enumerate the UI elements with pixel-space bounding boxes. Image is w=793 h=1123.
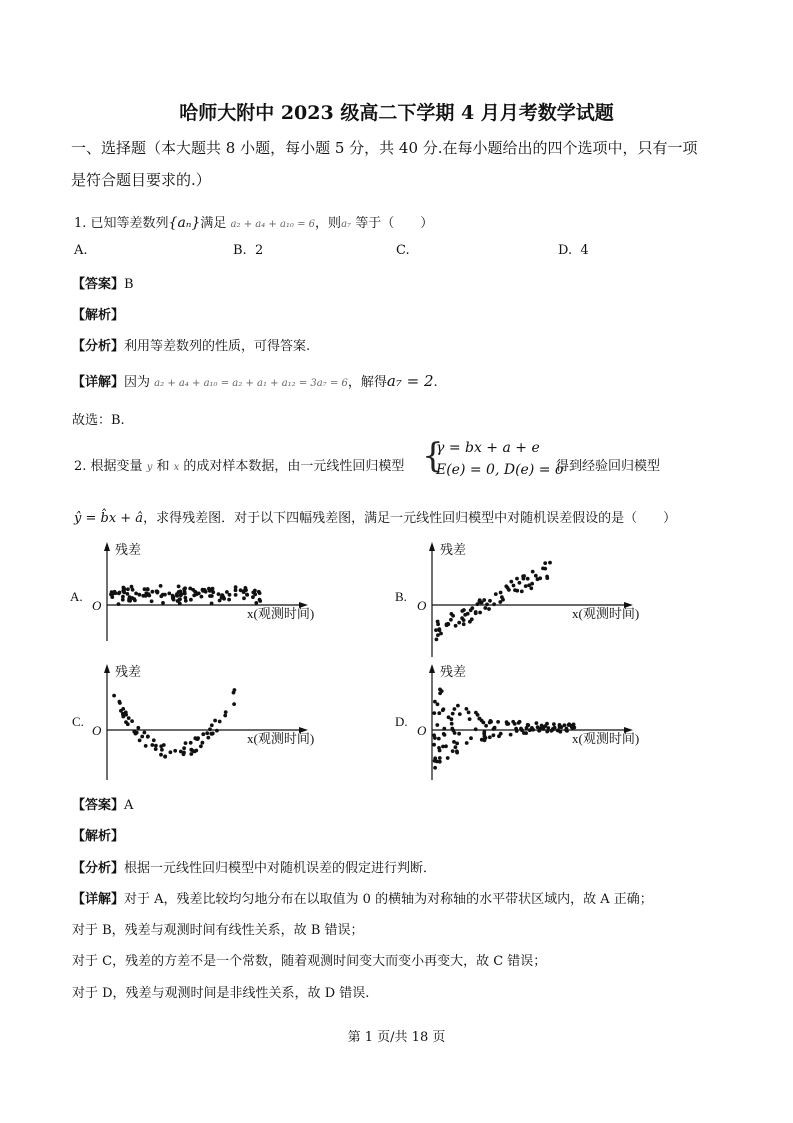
plot-d-point xyxy=(535,721,539,725)
plot-a-point xyxy=(156,590,160,594)
plot-c-point xyxy=(136,726,140,730)
plot-d-point xyxy=(433,759,437,763)
plot-d-point xyxy=(528,728,532,732)
plot-c-point xyxy=(199,744,203,748)
plot-d-point xyxy=(551,728,555,732)
q1-xiangjie-formula: a₂ + a₄ + a₁₀ = a₂ + a₁ + a₁₂ = 3a₇ = 6 xyxy=(154,378,348,389)
plot-b-point xyxy=(449,618,453,622)
plot-c-point xyxy=(218,720,222,724)
plot-d-point xyxy=(563,723,567,727)
plot-a-y-arrow xyxy=(104,542,110,551)
section-heading-line2: 是符合题目要求的.） xyxy=(71,171,211,189)
plot-d-point xyxy=(522,731,526,735)
plot-b-point xyxy=(513,588,517,592)
plot-b-point xyxy=(498,600,502,604)
plot-b-point xyxy=(499,591,503,595)
plot-c-point xyxy=(150,743,154,747)
plot-a-point xyxy=(195,592,199,596)
q2-system-line1: γ = bx + a + e xyxy=(436,440,540,456)
plot-a-label: A. xyxy=(70,589,83,604)
plot-c-point xyxy=(223,714,227,718)
plot-b-point xyxy=(487,607,491,611)
q2-system-brace: { xyxy=(422,436,444,476)
plot-b-point xyxy=(470,606,474,610)
plot-a-point xyxy=(117,602,121,606)
plot-d-point xyxy=(518,720,522,724)
plot-a-point xyxy=(210,594,214,598)
plot-c-point xyxy=(121,715,125,719)
plot-d-point xyxy=(447,715,451,719)
plot-c-point xyxy=(159,753,163,757)
plot-c-point xyxy=(138,739,142,743)
plot-a-point xyxy=(183,592,187,596)
plot-b-point xyxy=(504,584,508,588)
plot-b-point xyxy=(488,599,492,603)
q2-analysis-tag: 【解析】 xyxy=(72,829,125,844)
plot-d-point xyxy=(444,744,448,748)
plot-b-point xyxy=(548,561,552,565)
plot-c-point xyxy=(189,741,193,745)
plot-c-point xyxy=(208,727,212,731)
plot-d-point xyxy=(545,730,549,734)
plot-d-point xyxy=(435,723,439,727)
plot-c-point xyxy=(144,744,148,748)
plot-a-point xyxy=(258,591,262,595)
plot-a-point xyxy=(161,601,165,605)
plot-b-label: B. xyxy=(395,589,407,604)
plot-d-point xyxy=(482,730,486,734)
plot-d-point xyxy=(437,737,441,741)
plot-d-point xyxy=(545,722,549,726)
plot-a-point xyxy=(242,589,246,593)
plot-a-ylabel: 残差 xyxy=(115,542,142,557)
plot-a-point xyxy=(204,590,208,594)
plot-c-label: C. xyxy=(72,714,84,729)
plot-a-point xyxy=(126,587,130,591)
plot-a-point xyxy=(131,588,135,592)
plot-d-point xyxy=(480,719,484,723)
plot-d-point xyxy=(484,736,488,740)
plot-d-point xyxy=(432,743,436,747)
plot-c-point xyxy=(190,748,194,752)
plot-b-point xyxy=(545,576,549,580)
plot-d-point xyxy=(488,721,492,725)
plot-a-point xyxy=(234,588,238,592)
plot-c-point xyxy=(163,755,167,759)
plot-d-point xyxy=(567,723,571,727)
plot-b-point xyxy=(526,577,530,581)
plot-c-point xyxy=(118,700,122,704)
plot-d-point xyxy=(570,726,574,730)
plot-c-point xyxy=(140,735,144,739)
plot-b-point xyxy=(478,611,482,615)
plot-b-point xyxy=(454,624,458,628)
plot-a-point xyxy=(254,601,258,605)
plot-b-point xyxy=(451,614,455,618)
plot-a-point xyxy=(146,588,150,592)
plot-c-point xyxy=(169,750,173,754)
plot-d-point xyxy=(509,733,513,737)
plot-b-point xyxy=(530,582,534,586)
plot-a-origin: O xyxy=(92,598,102,613)
plot-a-point xyxy=(138,593,142,597)
plot-b-point xyxy=(434,628,438,632)
plot-b-point xyxy=(474,611,478,615)
q1-fenxi: 【分析】利用等差数列的性质，可得答案. xyxy=(72,339,311,354)
plot-b-point xyxy=(436,620,440,624)
plot-b-point xyxy=(536,577,540,581)
q2-xiangjie: 【详解】对于 A，残差比较均匀地分布在以取值为 0 的横轴为对称轴的水平带状区域内，故 A 正确； xyxy=(72,892,653,907)
plot-b-point xyxy=(466,612,470,616)
plot-a-point xyxy=(245,593,249,597)
plot-d-point xyxy=(469,736,473,740)
plot-d-point xyxy=(436,702,440,706)
q1-option-b: B. 2 xyxy=(233,243,264,258)
plot-d-y-arrow xyxy=(429,664,435,673)
page-footer: 第 1 页/共 18 页 xyxy=(347,1030,446,1045)
plot-b-point xyxy=(470,617,474,621)
plot-b-point xyxy=(460,616,464,620)
q1-xiangjie-result: a₇ = 2 xyxy=(386,372,434,390)
plot-d-point xyxy=(453,707,457,711)
plot-a-point xyxy=(227,598,231,602)
plot-c-point xyxy=(224,710,228,714)
plot-d-point xyxy=(432,733,436,737)
plot-d-point xyxy=(450,722,454,726)
plot-c-point xyxy=(182,751,186,755)
q2-xiangjie-c: 对于 C，残差的方差不是一个常数，随着观测时间变大而变小再变大，故 C 错误； xyxy=(72,954,547,969)
plot-d-point xyxy=(453,731,457,735)
q2-stem-line1: 2. 根据变量 y 和 x 的成对样本数据，由一元线性回归模型 xyxy=(74,459,405,474)
plot-d-point xyxy=(474,711,478,715)
plot-b-point xyxy=(485,603,489,607)
plot-d-point xyxy=(468,717,472,721)
plot-d-point xyxy=(506,722,510,726)
plot-d-point xyxy=(542,727,546,731)
plot-c-point xyxy=(160,748,164,752)
plot-b-origin: O xyxy=(417,598,427,613)
plot-c-point xyxy=(154,747,158,751)
plot-a-point xyxy=(178,597,182,601)
q1-mid: 满足 xyxy=(200,216,227,231)
q2-stem-after: 得到经验回归模型 xyxy=(556,459,661,474)
plot-b-point xyxy=(534,574,538,578)
residual-plots xyxy=(60,534,760,786)
plot-d-point xyxy=(538,727,542,731)
q2-xiangjie-b: 对于 B，残差与观测时间有线性关系，故 B 错误； xyxy=(72,923,364,938)
plot-d-point xyxy=(531,728,535,732)
plot-d-point xyxy=(455,742,459,746)
plot-b-point xyxy=(512,584,516,588)
q1-condition: a₂ + a₄ + a₁₀ = 6 xyxy=(230,219,316,230)
plot-d-label: D. xyxy=(395,714,408,729)
plot-a-point xyxy=(218,599,222,603)
plot-d-point xyxy=(437,711,441,715)
plot-d-point xyxy=(492,727,496,731)
plot-d-point xyxy=(565,727,569,731)
q1-prefix: 1. 已知等差数列 xyxy=(74,216,169,231)
plot-c-point xyxy=(209,732,213,736)
plot-c-point xyxy=(124,711,128,715)
plot-d-point xyxy=(465,741,469,745)
plot-d-point xyxy=(451,712,455,716)
q2-answer: 【答案】A xyxy=(72,798,134,813)
plot-c-point xyxy=(162,743,166,747)
plot-d-point xyxy=(446,756,450,760)
plot-d-point xyxy=(437,746,441,750)
plot-c-point xyxy=(206,736,210,740)
plot-a-point xyxy=(189,598,193,602)
plot-a-point xyxy=(210,602,214,606)
plot-b-point xyxy=(520,590,524,594)
plot-d-point xyxy=(438,756,442,760)
plot-a-point xyxy=(118,591,122,595)
plot-a-point xyxy=(239,588,243,592)
plot-d-point xyxy=(515,729,519,733)
plot-d-point xyxy=(432,711,436,715)
plot-a-point xyxy=(258,599,262,603)
q1-analysis-tag: 【解析】 xyxy=(72,308,125,323)
plot-d-point xyxy=(451,749,455,753)
plot-b-point xyxy=(462,622,466,626)
plot-a-xlabel: x(观测时间) xyxy=(247,606,315,621)
q2-fenxi: 【分析】根据一元线性回归模型中对随机误差的假定进行判断． xyxy=(72,861,437,876)
plot-b-point xyxy=(531,570,535,574)
plot-a-point xyxy=(182,587,186,591)
plot-b-point xyxy=(543,567,547,571)
plot-c-point xyxy=(154,744,158,748)
plot-b-point xyxy=(435,638,439,642)
plot-d-point xyxy=(450,727,454,731)
q2-xiangjie-d: 对于 D，残差与观测时间是非线性关系，故 D 错误. xyxy=(72,986,370,1001)
plot-d-point xyxy=(442,727,446,731)
plot-a-point xyxy=(179,593,183,597)
plot-b-point xyxy=(445,623,449,627)
plot-d-origin: O xyxy=(417,723,427,738)
plot-d-point xyxy=(484,724,488,728)
plot-a-point xyxy=(172,598,176,602)
plot-a-point xyxy=(159,594,163,598)
plot-d-point xyxy=(558,725,562,729)
plot-c-point xyxy=(127,716,131,720)
plot-b-point xyxy=(509,580,513,584)
q2-stem-line2: ŷ = b̂x + â，求得残差图．对于以下四幅残差图，满足一元线性回归模型中对随机误差假设的是（ ） xyxy=(74,511,677,526)
plot-b-point xyxy=(507,588,511,592)
plot-c-point xyxy=(210,723,214,727)
plot-d-point xyxy=(456,704,460,708)
plot-a-point xyxy=(228,593,232,597)
plot-b-point xyxy=(457,621,461,625)
plot-b-point xyxy=(483,606,487,610)
plot-c-point xyxy=(196,736,200,740)
plot-b-point xyxy=(494,592,498,596)
q1-target: a₇ xyxy=(341,219,352,230)
plot-d-point xyxy=(492,733,496,737)
plot-a-point xyxy=(134,592,138,596)
plot-a-point xyxy=(188,587,192,591)
plot-c-point xyxy=(189,752,193,756)
plot-a-point xyxy=(159,584,163,588)
plot-d-point xyxy=(480,738,484,742)
plot-a-point xyxy=(211,590,215,594)
plot-b-point xyxy=(522,577,526,581)
q1-stem xyxy=(74,212,433,231)
plot-b-point xyxy=(524,584,528,588)
plot-a-point xyxy=(177,585,181,589)
plot-d-point xyxy=(433,766,437,770)
plot-a-point xyxy=(222,597,226,601)
plot-a-point xyxy=(147,594,151,598)
q1-option-c: C. xyxy=(396,243,410,258)
plot-a-point xyxy=(251,591,255,595)
plot-a-point xyxy=(130,596,134,600)
plot-a-point xyxy=(225,590,229,594)
q1-sequence-symbol: {aₙ} xyxy=(168,215,201,231)
plot-a-point xyxy=(123,587,127,591)
plot-b-point xyxy=(543,561,547,565)
plot-b-point xyxy=(492,602,496,606)
plot-b-ylabel: 残差 xyxy=(440,542,467,557)
plot-c-xlabel: x(观测时间) xyxy=(247,731,315,746)
plot-c-point xyxy=(143,731,147,735)
section-heading-line1: 一、选择题（本大题共 8 小题，每小题 5 分，共 40 分.在每小题给出的四个选项中，只有一项 xyxy=(71,139,698,157)
plot-d-point xyxy=(499,732,503,736)
plot-d-point xyxy=(438,688,442,692)
plot-b-point xyxy=(476,602,480,606)
plot-d-xlabel: x(观测时间) xyxy=(572,731,640,746)
plot-d-point xyxy=(526,723,530,727)
plot-d-point xyxy=(552,722,556,726)
plot-b-point xyxy=(515,577,519,581)
plot-a-point xyxy=(242,596,246,600)
plot-d-point xyxy=(438,691,442,695)
plot-d-point xyxy=(438,760,442,764)
plot-a-point xyxy=(121,595,125,599)
q1-xiangjie: 【详解】因为 a₂ + a₄ + a₁₀ = a₂ + a₁ + a₁₂ = 3a₇ = 6，解得a₇ = 2. xyxy=(72,372,438,390)
plot-b-point xyxy=(439,632,443,636)
plot-a-point xyxy=(151,590,155,594)
plot-a-point xyxy=(150,599,154,603)
plot-d-point xyxy=(465,707,469,711)
plot-c-point xyxy=(201,741,205,745)
q1-option-a: A. xyxy=(74,243,88,258)
plot-c-point xyxy=(201,732,205,736)
plot-b-point xyxy=(462,608,466,612)
plot-a-point xyxy=(171,594,175,598)
plot-a-point xyxy=(184,599,188,603)
plot-c-point xyxy=(121,707,125,711)
plot-c-y-arrow xyxy=(104,664,110,673)
plot-a-point xyxy=(217,592,221,596)
plot-c-point xyxy=(112,694,116,698)
plot-a-point xyxy=(175,594,179,598)
plot-d-point xyxy=(474,727,478,731)
plot-b-point xyxy=(518,581,522,585)
q1-answer: 【答案】B xyxy=(72,277,134,292)
plot-d-point xyxy=(467,711,471,715)
plot-a-point xyxy=(179,590,183,594)
plot-d-point xyxy=(496,720,500,724)
q1-conclusion: 故选：B. xyxy=(72,413,125,428)
plot-d-point xyxy=(443,733,447,737)
plot-d-point xyxy=(442,707,446,711)
plot-a-point xyxy=(234,593,238,597)
plot-c-point xyxy=(130,719,134,723)
plot-a-point xyxy=(110,590,114,594)
plot-c-point xyxy=(182,746,186,750)
plot-d-ylabel: 残差 xyxy=(440,664,467,679)
plot-c-point xyxy=(184,741,188,745)
plot-d-point xyxy=(457,732,461,736)
q1-end: 等于（ ） xyxy=(355,216,434,231)
q1-after: ，则 xyxy=(315,216,342,231)
q1-option-d: D. 4 xyxy=(558,243,589,258)
plot-d-point xyxy=(454,745,458,749)
plot-a-point xyxy=(113,591,117,595)
plot-c-point xyxy=(146,735,150,739)
plot-c-point xyxy=(232,702,236,706)
plot-c-point xyxy=(194,749,198,753)
plot-c-origin: O xyxy=(92,723,102,738)
plot-d-point xyxy=(556,728,560,732)
plot-b-y-arrow xyxy=(429,542,435,551)
plot-c-point xyxy=(213,719,217,723)
plot-c-point xyxy=(132,730,136,734)
plot-a-point xyxy=(167,592,171,596)
plot-c-point xyxy=(232,691,236,695)
plot-b-xlabel: x(观测时间) xyxy=(572,606,640,621)
plot-c-point xyxy=(126,722,130,726)
plot-d-point xyxy=(513,722,517,726)
q2-model: ŷ = b̂x + â xyxy=(74,511,144,526)
plot-a-point xyxy=(200,595,204,599)
q2-system-line2: E(e) = 0, D(e) = σ xyxy=(436,462,565,478)
plot-c-point xyxy=(152,738,156,742)
plot-d-point xyxy=(455,751,459,755)
plot-c-point xyxy=(215,729,219,733)
plot-c-ylabel: 残差 xyxy=(115,664,142,679)
page-title: 哈师大附中 2023 级高二下学期 4 月月考数学试题 xyxy=(179,102,614,124)
plot-c-point xyxy=(205,731,209,735)
plot-d-point xyxy=(458,712,462,716)
plot-d-point xyxy=(488,735,492,739)
plot-c-point xyxy=(173,749,177,753)
